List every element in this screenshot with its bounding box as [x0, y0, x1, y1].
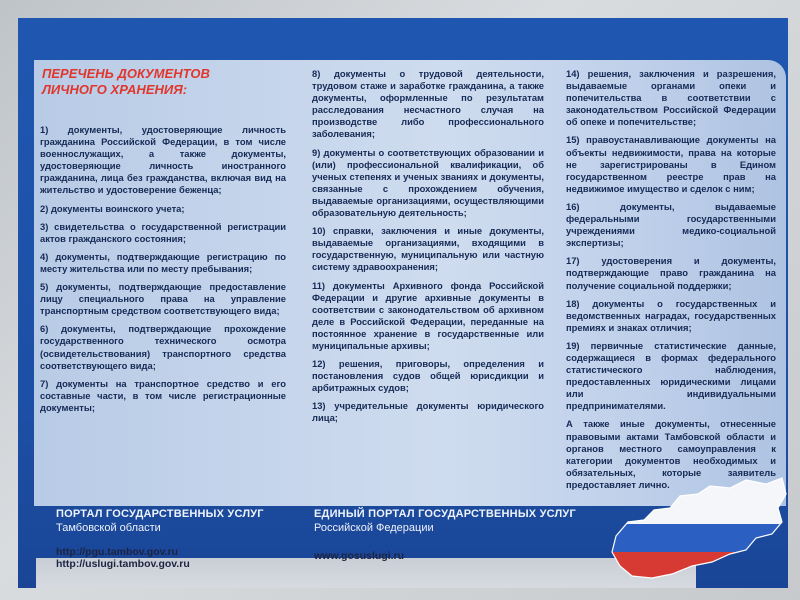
- list-item: 6) документы, подтверждающие прохождение государственного технического осмотра (освидетельствования) транспортного средства соответствующего вида;: [40, 323, 286, 371]
- list-item: 9) документы о соответствующих образовании и (или) профессиональной квалификации, об ученых степенях и ученых званиях и документы, связанные с прохождением обучения, выдаваемые организациями, осуществляющими образовательную деятельность;: [312, 146, 544, 219]
- list-item: 7) документы на транспортное средство и его составные части, в том числе регистрационные документы;: [40, 377, 286, 413]
- list-item: 17) удостоверения и документы, подтверждающие право гражданина на получение социальной поддержки;: [566, 255, 776, 291]
- list-item: 18) документы о государственных и ведомственных наградах, государственных премиях и знаках отличия;: [566, 297, 776, 333]
- list-item: 15) правоустанавливающие документы на объекты недвижимости, права на которые не зарегистрированы в Едином государственном реестре прав на недвижимое имущество и сделок с ним;: [566, 134, 776, 194]
- list-item: 12) решения, приговоры, определения и постановления судов общей юрисдикции и арбитражных судов;: [312, 358, 544, 394]
- federal-portal-title: ЕДИНЫЙ ПОРТАЛ ГОСУДАРСТВЕННЫХ УСЛУГ: [314, 508, 576, 520]
- list-item: 16) документы, выдаваемые федеральными государственными учреждениями медико-социальной экспертизы;: [566, 200, 776, 249]
- list-item: 10) справки, заключения и иные документы, выдаваемые организациями, входящими в государственную, муниципальную или частную систему здравоохранения;: [312, 225, 544, 273]
- list-item: 11) документы Архивного фонда Российской Федерации и другие архивные документы в соответствии с законодательством об архивном деле в Российской Федерации, переданные на постоянное хранение в государственные или муниципальные архивы;: [312, 279, 544, 351]
- list-item: 1) документы, удостоверяющие личность гражданина Российской Федерации, в том числе военнослужащих, а также документы, удостоверяющие личность иностранного гражданина, лица без гражданства, включая вид на жительство и удостоверение беженца;: [40, 124, 286, 196]
- column-1: [40, 124, 286, 420]
- regional-urls: [56, 546, 190, 570]
- list-item: 2) документы воинского учета;: [40, 202, 185, 214]
- poster-heading: ПЕРЕЧЕНЬ ДОКУМЕНТОВ ЛИЧНОГО ХРАНЕНИЯ:: [42, 66, 210, 97]
- url-uslugi: http://uslugi.tambov.gov.ru: [56, 558, 190, 570]
- federal-portal-subtitle: Российской Федерации: [314, 522, 434, 534]
- russia-map-icon: [606, 474, 788, 584]
- url-pgu: http://pgu.tambov.gov.ru: [56, 546, 179, 558]
- url-gosuslugi: www.gosuslugi.ru: [314, 550, 405, 562]
- footer-regional-portal: [56, 508, 264, 534]
- list-item: 8) документы о трудовой деятельности, трудовом стаже и заработке гражданина, а также документы, оформленные по результатам расследования несчастного случая на производстве либо профессионального заболевания;: [312, 68, 544, 140]
- regional-portal-subtitle: Тамбовской области: [56, 522, 161, 534]
- column-3: [566, 68, 776, 497]
- list-item: 19) первичные статистические данные, содержащиеся в формах федерального статистического наблюдения, предоставленных юридическими лицами или индивидуальными предпринимателями.: [566, 339, 776, 412]
- list-item: 13) учредительные документы юридического лица;: [312, 400, 544, 424]
- list-item: 14) решения, заключения и разрешения, выдаваемые органами опеки и попечительства в соответствии с законодательством Российской Федерации об опеке и попечительстве;: [566, 68, 776, 128]
- regional-portal-title: ПОРТАЛ ГОСУДАРСТВЕННЫХ УСЛУГ: [56, 508, 264, 520]
- column-2: [312, 68, 544, 431]
- list-item: 5) документы, подтверждающие предоставление лицу специального права на управление транспортным средством соответствующего вида;: [40, 281, 286, 317]
- list-item: 3) свидетельства о государственной регистрации актов гражданского состояния;: [40, 220, 286, 244]
- closing-note: А также иные документы, отнесенные правовыми актами Тамбовской области и органов местного самоуправления к категории документов необходимых и обязательных, которые заявитель предоставляет лично.: [566, 418, 776, 490]
- footer-federal-portal: [314, 508, 576, 534]
- list-item: 4) документы, подтверждающие регистрацию по месту жительства или по месту пребывания;: [40, 250, 286, 274]
